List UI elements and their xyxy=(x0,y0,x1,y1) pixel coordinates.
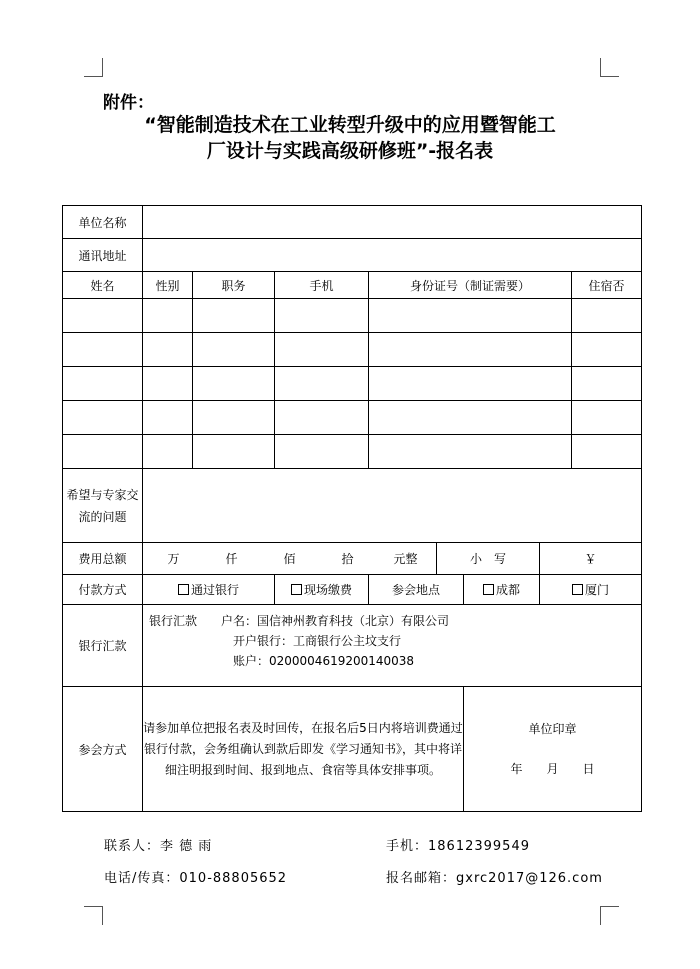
fee-label: 费用总额 xyxy=(63,543,143,575)
yen-symbol: ￥ xyxy=(584,552,597,566)
fee-row xyxy=(63,543,642,575)
amount-unit-qian: 仟 xyxy=(225,552,238,566)
checkbox-icon[interactable] xyxy=(178,584,189,595)
address-field[interactable] xyxy=(143,239,642,272)
venue-option-xiamen[interactable]: 厦门 xyxy=(540,575,642,605)
participant-position-cell[interactable] xyxy=(193,333,275,367)
participant-row xyxy=(63,299,642,333)
participant-name-cell[interactable] xyxy=(63,367,143,401)
participant-header-row xyxy=(63,272,642,299)
participant-gender-cell[interactable] xyxy=(143,367,193,401)
form-title-line1: “智能制造技术在工业转型升级中的应用暨智能工 xyxy=(144,114,556,136)
lowercase-amount-field[interactable] xyxy=(540,543,642,575)
payment-option-bank[interactable]: 通过银行 xyxy=(143,575,275,605)
participant-mobile-cell[interactable] xyxy=(275,435,369,469)
participant-lodging-cell[interactable] xyxy=(572,333,642,367)
col-header-position: 职务 xyxy=(193,272,275,299)
bank-account-number: 账户：0200004619200140038 xyxy=(233,654,415,668)
amount-unit-bai: 佰 xyxy=(283,552,296,566)
participant-position-cell[interactable] xyxy=(193,367,275,401)
unit-name-row xyxy=(63,206,642,239)
participant-lodging-cell[interactable] xyxy=(572,401,642,435)
address-label: 通讯地址 xyxy=(63,239,143,272)
corner-mark-top-right xyxy=(600,58,619,77)
participant-mobile-cell[interactable] xyxy=(275,367,369,401)
corner-mark-bottom-left xyxy=(84,906,103,925)
checkbox-icon[interactable] xyxy=(572,584,583,595)
contact-person: 联系人：李 德 雨 xyxy=(104,839,213,854)
corner-mark-top-left xyxy=(84,58,103,77)
col-header-lodging: 住宿否 xyxy=(572,272,642,299)
questions-row xyxy=(63,469,642,543)
participant-row xyxy=(63,401,642,435)
questions-label: 希望与专家交流的问题 xyxy=(63,469,143,543)
payment-row xyxy=(63,575,642,605)
contact-phone-fax: 电话/传真：010-88805652 xyxy=(104,871,288,886)
amount-unit-wan: 万 xyxy=(167,552,180,566)
col-header-id-number: 身份证号（制证需要） xyxy=(369,272,572,299)
participant-row xyxy=(63,367,642,401)
participant-gender-cell[interactable] xyxy=(143,333,193,367)
questions-field[interactable] xyxy=(143,469,642,543)
participant-id-cell[interactable] xyxy=(369,299,572,333)
lowercase-label: 小 写 xyxy=(437,543,540,575)
venue-option-chengdu[interactable]: 成都 xyxy=(464,575,540,605)
bank-account-name: 银行汇款 户名：国信神州教育科技（北京）有限公司 xyxy=(149,614,450,628)
attend-label: 参会方式 xyxy=(63,687,143,812)
participant-position-cell[interactable] xyxy=(193,435,275,469)
participant-gender-cell[interactable] xyxy=(143,299,193,333)
seal-date: 年 月 日 xyxy=(510,762,595,776)
attend-row xyxy=(63,687,642,812)
participant-position-cell[interactable] xyxy=(193,299,275,333)
participant-name-cell[interactable] xyxy=(63,435,143,469)
participant-position-cell[interactable] xyxy=(193,401,275,435)
seal-label: 单位印章 xyxy=(528,722,577,736)
attend-notice: 请参加单位把报名表及时回传，在报名后5日内将培训费通过银行付款，会务组确认到款后即发《学习通知书》，其中将详细注明报到时间、报到地点、食宿等具体安排事项。 xyxy=(143,687,464,812)
payment-option-onsite[interactable]: 现场缴费 xyxy=(275,575,369,605)
bank-info xyxy=(143,605,642,687)
participant-lodging-cell[interactable] xyxy=(572,367,642,401)
participant-gender-cell[interactable] xyxy=(143,435,193,469)
participant-row xyxy=(63,333,642,367)
attachment-label: 附件： xyxy=(103,93,154,113)
participant-lodging-cell[interactable] xyxy=(572,435,642,469)
participant-gender-cell[interactable] xyxy=(143,401,193,435)
checkbox-icon[interactable] xyxy=(483,584,494,595)
col-header-mobile: 手机 xyxy=(275,272,369,299)
amount-unit-shi: 拾 xyxy=(341,552,354,566)
participant-id-cell[interactable] xyxy=(369,435,572,469)
participant-id-cell[interactable] xyxy=(369,333,572,367)
participant-mobile-cell[interactable] xyxy=(275,401,369,435)
contact-email: 报名邮箱：gxrc2017@126.com xyxy=(386,871,603,886)
participant-name-cell[interactable] xyxy=(63,299,143,333)
unit-name-field[interactable] xyxy=(143,206,642,239)
payment-label: 付款方式 xyxy=(63,575,143,605)
amount-unit-yuan: 元整 xyxy=(393,552,418,566)
venue-label: 参会地点 xyxy=(369,575,464,605)
participant-id-cell[interactable] xyxy=(369,401,572,435)
address-row xyxy=(63,239,642,272)
checkbox-icon[interactable] xyxy=(291,584,302,595)
corner-mark-bottom-right xyxy=(600,906,619,925)
col-header-gender: 性别 xyxy=(143,272,193,299)
registration-form-table xyxy=(62,205,642,812)
participant-mobile-cell[interactable] xyxy=(275,299,369,333)
participant-name-cell[interactable] xyxy=(63,401,143,435)
participant-row xyxy=(63,435,642,469)
unit-seal-area[interactable] xyxy=(464,687,642,812)
bank-label: 银行汇款 xyxy=(63,605,143,687)
col-header-name: 姓名 xyxy=(63,272,143,299)
bank-row xyxy=(63,605,642,687)
bank-branch: 开户银行：工商银行公主坟支行 xyxy=(233,634,402,648)
fee-amount-field[interactable] xyxy=(143,543,437,575)
contact-mobile: 手机：18612399549 xyxy=(386,839,530,854)
form-title-line2: 厂设计与实践高级研修班”-报名表 xyxy=(206,140,494,162)
participant-id-cell[interactable] xyxy=(369,367,572,401)
participant-name-cell[interactable] xyxy=(63,333,143,367)
participant-lodging-cell[interactable] xyxy=(572,299,642,333)
participant-mobile-cell[interactable] xyxy=(275,333,369,367)
unit-name-label: 单位名称 xyxy=(63,206,143,239)
